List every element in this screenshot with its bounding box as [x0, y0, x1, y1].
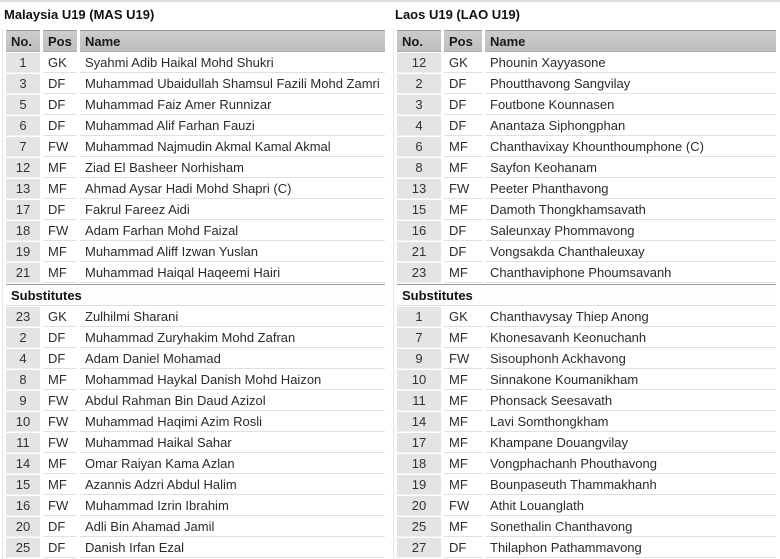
player-number: 21	[397, 242, 441, 262]
player-row	[397, 158, 776, 178]
player-number: 19	[6, 242, 40, 262]
player-number: 13	[397, 179, 441, 199]
player-number: 16	[397, 221, 441, 241]
player-row	[6, 95, 385, 115]
player-name: Muhammad Aliff Izwan Yuslan	[80, 242, 385, 262]
player-name: Phounin Xayyasone	[485, 53, 776, 73]
player-row	[6, 328, 385, 348]
player-number: 8	[6, 370, 40, 390]
player-name: Anantaza Siphongphan	[485, 116, 776, 136]
player-row	[397, 74, 776, 94]
player-row	[397, 307, 776, 327]
player-name: Bounpaseuth Thammakhanh	[485, 475, 776, 495]
player-row	[397, 370, 776, 390]
player-name: Danish Irfan Ezal	[80, 538, 385, 558]
player-position: DF	[444, 74, 482, 94]
player-row	[397, 95, 776, 115]
team-lineup-malaysia	[2, 3, 388, 559]
player-name: Muhammad Zuryhakim Mohd Zafran	[80, 328, 385, 348]
player-row	[6, 496, 385, 516]
player-row	[397, 328, 776, 348]
player-row	[397, 391, 776, 411]
player-name: Adam Daniel Mohamad	[80, 349, 385, 369]
player-name: Chanthavysay Thiep Anong	[485, 307, 776, 327]
player-name: Adli Bin Ahamad Jamil	[80, 517, 385, 537]
player-row	[397, 475, 776, 495]
column-header-pos: Pos	[43, 30, 77, 52]
player-name: Sisouphonh Ackhavong	[485, 349, 776, 369]
player-name: Adam Farhan Mohd Faizal	[80, 221, 385, 241]
player-position: GK	[43, 53, 77, 73]
player-number: 9	[397, 349, 441, 369]
player-number: 2	[6, 328, 40, 348]
player-position: GK	[444, 307, 482, 327]
player-position: DF	[444, 242, 482, 262]
column-header-no: No.	[6, 30, 40, 52]
player-name: Peeter Phanthavong	[485, 179, 776, 199]
player-position: MF	[43, 475, 77, 495]
player-position: DF	[444, 538, 482, 558]
player-row	[397, 200, 776, 220]
player-position: FW	[43, 496, 77, 516]
player-position: MF	[444, 412, 482, 432]
lineup-table	[393, 29, 779, 559]
player-row	[397, 179, 776, 199]
player-number: 25	[397, 517, 441, 537]
column-header-name: Name	[485, 30, 776, 52]
player-number: 11	[397, 391, 441, 411]
player-name: Ziad El Basheer Norhisham	[80, 158, 385, 178]
player-position: GK	[43, 307, 77, 327]
player-name: Damoth Thongkhamsavath	[485, 200, 776, 220]
player-name: Muhammad Ubaidullah Shamsul Fazili Mohd Zamri	[80, 74, 385, 94]
lineups-columns	[0, 2, 780, 559]
player-name: Abdul Rahman Bin Daud Azizol	[80, 391, 385, 411]
player-position: MF	[43, 179, 77, 199]
substitutes-header: Substitutes	[6, 284, 385, 306]
player-number: 12	[397, 53, 441, 73]
player-position: MF	[444, 137, 482, 157]
player-name: Khampane Douangvilay	[485, 433, 776, 453]
player-row	[6, 74, 385, 94]
player-number: 1	[6, 53, 40, 73]
player-number: 21	[6, 263, 40, 283]
player-name: Thilaphon Pathammavong	[485, 538, 776, 558]
player-position: DF	[43, 74, 77, 94]
player-name: Sinnakone Koumanikham	[485, 370, 776, 390]
player-number: 18	[6, 221, 40, 241]
player-number: 9	[6, 391, 40, 411]
player-name: Muhammad Faiz Amer Runnizar	[80, 95, 385, 115]
player-row	[6, 349, 385, 369]
player-position: MF	[444, 433, 482, 453]
player-position: FW	[444, 179, 482, 199]
player-position: MF	[43, 158, 77, 178]
player-name: Khonesavanh Keonuchanh	[485, 328, 776, 348]
player-position: MF	[444, 158, 482, 178]
player-row	[6, 391, 385, 411]
player-position: MF	[444, 517, 482, 537]
player-number: 2	[397, 74, 441, 94]
player-position: FW	[43, 391, 77, 411]
player-name: Zulhilmi Sharani	[80, 307, 385, 327]
player-name: Muhammad Izrin Ibrahim	[80, 496, 385, 516]
player-number: 12	[6, 158, 40, 178]
player-number: 25	[6, 538, 40, 558]
player-position: FW	[444, 496, 482, 516]
player-row	[6, 517, 385, 537]
player-number: 13	[6, 179, 40, 199]
player-row	[397, 53, 776, 73]
player-name: Mohammad Haykal Danish Mohd Haizon	[80, 370, 385, 390]
player-row	[6, 53, 385, 73]
player-name: Foutbone Kounnasen	[485, 95, 776, 115]
player-number: 10	[6, 412, 40, 432]
player-row	[6, 179, 385, 199]
player-number: 8	[397, 158, 441, 178]
player-row	[397, 433, 776, 453]
player-number: 3	[397, 95, 441, 115]
player-number: 23	[397, 263, 441, 283]
player-position: DF	[43, 349, 77, 369]
player-number: 20	[6, 517, 40, 537]
player-number: 23	[6, 307, 40, 327]
player-row	[397, 242, 776, 262]
player-name: Omar Raiyan Kama Azlan	[80, 454, 385, 474]
player-position: DF	[444, 95, 482, 115]
player-row	[6, 454, 385, 474]
lineup-table	[2, 29, 388, 559]
player-number: 19	[397, 475, 441, 495]
player-number: 11	[6, 433, 40, 453]
player-position: GK	[444, 53, 482, 73]
player-position: DF	[43, 200, 77, 220]
player-name: Muhammad Haikal Sahar	[80, 433, 385, 453]
player-name: Vongsakda Chanthaleuxay	[485, 242, 776, 262]
player-name: Athit Louanglath	[485, 496, 776, 516]
player-position: MF	[444, 454, 482, 474]
player-name: Chanthavixay Khounthoumphone (C)	[485, 137, 776, 157]
player-position: MF	[444, 370, 482, 390]
player-row	[397, 412, 776, 432]
player-position: FW	[43, 221, 77, 241]
player-position: FW	[43, 412, 77, 432]
team-title: Laos U19 (LAO U19)	[395, 7, 520, 22]
player-row	[397, 454, 776, 474]
player-number: 27	[397, 538, 441, 558]
player-position: FW	[444, 349, 482, 369]
substitutes-divider-row	[397, 284, 776, 306]
player-row	[6, 200, 385, 220]
player-number: 15	[6, 475, 40, 495]
player-name: Sonethalin Chanthavong	[485, 517, 776, 537]
player-row	[397, 538, 776, 558]
player-row	[397, 496, 776, 516]
player-row	[397, 517, 776, 537]
team-title: Malaysia U19 (MAS U19)	[4, 7, 155, 22]
player-number: 4	[6, 349, 40, 369]
player-name: Vongphachanh Phouthavong	[485, 454, 776, 474]
player-row	[6, 137, 385, 157]
player-number: 17	[397, 433, 441, 453]
player-name: Muhammad Alif Farhan Fauzi	[80, 116, 385, 136]
player-row	[6, 412, 385, 432]
player-number: 20	[397, 496, 441, 516]
player-row	[6, 242, 385, 262]
player-name: Muhammad Najmudin Akmal Kamal Akmal	[80, 137, 385, 157]
player-row	[6, 307, 385, 327]
team-lineup-laos	[393, 3, 779, 559]
player-position: MF	[43, 370, 77, 390]
player-name: Syahmi Adib Haikal Mohd Shukri	[80, 53, 385, 73]
player-row	[6, 475, 385, 495]
player-number: 6	[397, 137, 441, 157]
player-number: 18	[397, 454, 441, 474]
player-name: Lavi Somthongkham	[485, 412, 776, 432]
player-number: 6	[6, 116, 40, 136]
player-row	[397, 349, 776, 369]
column-header-row	[6, 30, 385, 52]
player-row	[397, 137, 776, 157]
player-number: 3	[6, 74, 40, 94]
player-name: Azannis Adzri Abdul Halim	[80, 475, 385, 495]
player-number: 14	[6, 454, 40, 474]
player-position: DF	[43, 328, 77, 348]
column-header-pos: Pos	[444, 30, 482, 52]
player-number: 7	[6, 137, 40, 157]
player-number: 4	[397, 116, 441, 136]
column-header-no: No.	[397, 30, 441, 52]
column-header-row	[397, 30, 776, 52]
player-position: DF	[444, 221, 482, 241]
player-position: MF	[444, 328, 482, 348]
substitutes-header: Substitutes	[397, 284, 776, 306]
player-position: MF	[43, 242, 77, 262]
player-position: MF	[444, 263, 482, 283]
player-position: MF	[444, 200, 482, 220]
player-name: Ahmad Aysar Hadi Mohd Shapri (C)	[80, 179, 385, 199]
player-number: 14	[397, 412, 441, 432]
player-name: Muhammad Haiqal Haqeemi Hairi	[80, 263, 385, 283]
player-position: FW	[43, 137, 77, 157]
player-number: 5	[6, 95, 40, 115]
player-position: DF	[444, 116, 482, 136]
player-row	[6, 370, 385, 390]
player-name: Saleunxay Phommavong	[485, 221, 776, 241]
substitutes-divider-row	[6, 284, 385, 306]
player-row	[397, 116, 776, 136]
player-number: 15	[397, 200, 441, 220]
player-position: FW	[43, 433, 77, 453]
player-number: 16	[6, 496, 40, 516]
player-name: Sayfon Keohanam	[485, 158, 776, 178]
player-row	[397, 263, 776, 283]
player-name: Fakrul Fareez Aidi	[80, 200, 385, 220]
player-position: MF	[43, 454, 77, 474]
player-name: Phonsack Seesavath	[485, 391, 776, 411]
player-name: Muhammad Haqimi Azim Rosli	[80, 412, 385, 432]
player-row	[6, 221, 385, 241]
player-position: MF	[444, 391, 482, 411]
player-number: 10	[397, 370, 441, 390]
player-row	[6, 158, 385, 178]
player-number: 17	[6, 200, 40, 220]
player-row	[6, 116, 385, 136]
player-position: DF	[43, 538, 77, 558]
column-header-name: Name	[80, 30, 385, 52]
player-number: 1	[397, 307, 441, 327]
player-name: Phoutthavong Sangvilay	[485, 74, 776, 94]
player-position: MF	[444, 475, 482, 495]
player-row	[397, 221, 776, 241]
player-row	[6, 433, 385, 453]
player-row	[6, 538, 385, 558]
player-row	[6, 263, 385, 283]
player-position: DF	[43, 517, 77, 537]
player-name: Chanthaviphone Phoumsavanh	[485, 263, 776, 283]
player-position: DF	[43, 95, 77, 115]
player-position: DF	[43, 116, 77, 136]
player-number: 7	[397, 328, 441, 348]
player-position: MF	[43, 263, 77, 283]
